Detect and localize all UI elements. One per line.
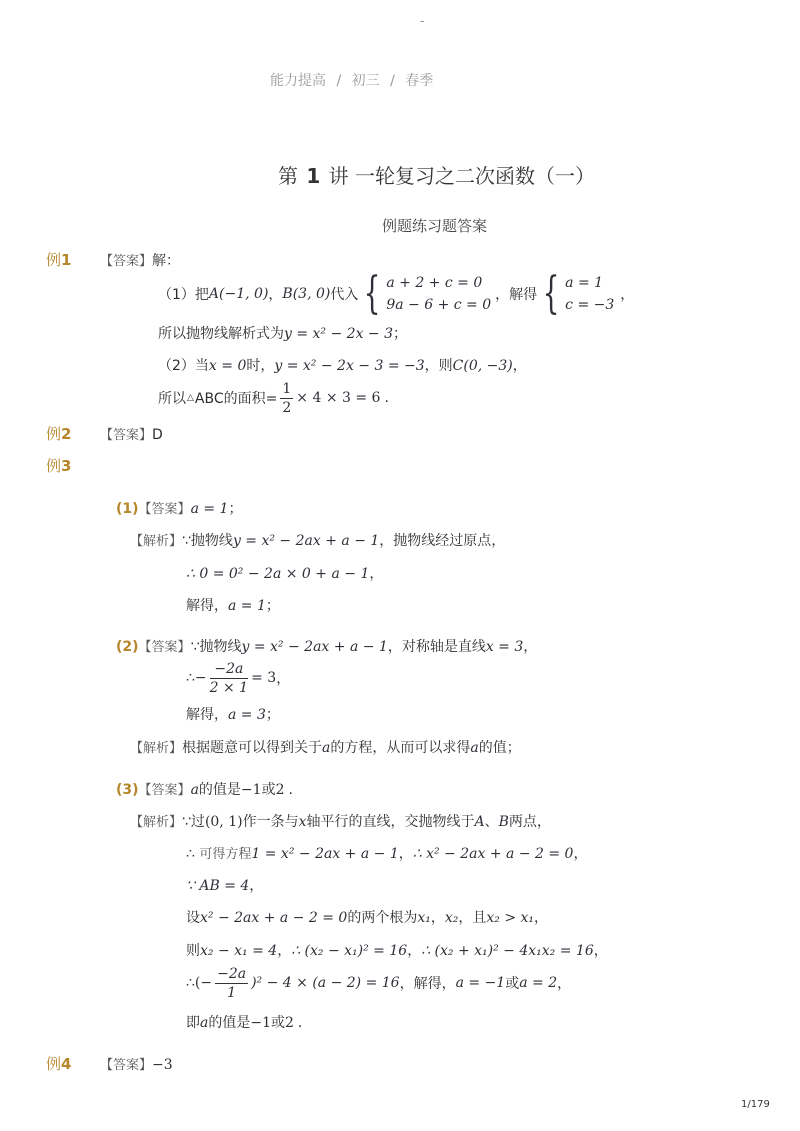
text: ABC的面积= xyxy=(194,391,278,407)
math: 2 xyxy=(285,1015,294,1031)
text: 解得， xyxy=(186,707,228,723)
math: y = x² − 2x − 3 = −3 xyxy=(274,358,425,374)
ex3-p1-line3 xyxy=(186,595,280,615)
ex1-line1 xyxy=(158,268,634,320)
ex-prefix: 例 xyxy=(46,1055,62,1073)
part-index: (2) xyxy=(116,639,139,655)
text: 时， xyxy=(246,358,275,374)
page-title xyxy=(278,160,595,189)
ex3-p3-line2 xyxy=(186,843,587,863)
ex3-p2-line3 xyxy=(186,704,280,724)
text: ， xyxy=(430,910,445,926)
math: −1 xyxy=(250,1015,271,1031)
math: x² − 2ax + a − 2 = 0 xyxy=(200,910,348,926)
ex3-p1-answer xyxy=(116,498,242,518)
answer-tag: 【答案】 xyxy=(138,502,191,517)
math: −1 xyxy=(240,782,262,798)
math: = 3 xyxy=(251,670,277,686)
part-index: (3) xyxy=(116,782,139,798)
ex-num: 4 xyxy=(61,1055,72,1073)
math: 1 = x² − 2ax + a − 1 xyxy=(251,846,399,862)
text: 所以 xyxy=(158,391,186,407)
math: a xyxy=(470,740,479,756)
ex-prefix: 例 xyxy=(46,457,62,475)
ex-num: 2 xyxy=(61,425,72,443)
ex1-answer-line xyxy=(100,250,180,270)
math: a xyxy=(322,740,331,756)
ex3-p1-analysis xyxy=(130,530,505,550)
math: )² − 4 × (a − 2) = 16 xyxy=(251,975,400,991)
text: . xyxy=(288,782,293,798)
denominator: 2 × 1 xyxy=(209,679,249,696)
ex3-p2-analysis xyxy=(130,737,521,757)
math: B xyxy=(498,814,509,830)
text: ，对称轴是直线 xyxy=(387,639,486,655)
math: (0, 1) xyxy=(204,814,243,830)
ex4-answer-line xyxy=(100,1054,173,1073)
text: ∵抛物线 xyxy=(190,639,242,655)
text: ， xyxy=(523,639,538,655)
math: × 4 × 3 = 6 xyxy=(296,390,381,406)
equation-system xyxy=(386,272,491,316)
example-label xyxy=(46,249,71,270)
math: ∵ AB = 4 xyxy=(186,878,250,894)
ex3-p3-answer xyxy=(116,779,293,799)
answer-tag: 【答案】 xyxy=(100,254,153,269)
fraction xyxy=(215,965,248,1002)
analysis-tag: 【解析】 xyxy=(130,815,183,830)
text: 即 xyxy=(186,1015,200,1031)
ex-num: 1 xyxy=(61,251,72,269)
math: a = 3 xyxy=(228,707,266,723)
brace-icon: { xyxy=(542,268,560,319)
math: a = −1 xyxy=(455,975,506,991)
text: 或 xyxy=(271,1015,285,1031)
text: ，解得， xyxy=(399,976,456,992)
math: A xyxy=(474,814,485,830)
ex-prefix: 例 xyxy=(46,251,62,269)
text: ， xyxy=(249,878,264,894)
text: 可得方程 xyxy=(199,847,252,862)
numerator: 1 xyxy=(282,380,292,397)
ex4-answer: −3 xyxy=(152,1057,173,1073)
ex-num: 3 xyxy=(61,457,72,475)
text: 两点， xyxy=(508,814,551,830)
header-dash: - xyxy=(420,14,425,28)
breadcrumb-item: 春季 xyxy=(405,73,434,89)
math: x = 3 xyxy=(485,639,524,655)
math: x₂ > x₁ xyxy=(486,910,535,926)
ex3-p3-line7 xyxy=(186,1012,302,1032)
math: ∴− xyxy=(186,670,207,686)
ex3-p1-line2 xyxy=(186,563,383,583)
text: ， xyxy=(512,358,527,374)
breadcrumb-sep: / xyxy=(390,73,395,89)
text: 所以抛物线解析式为 xyxy=(158,326,284,342)
fraction xyxy=(280,380,293,417)
text: ， xyxy=(557,976,572,992)
denominator: 2 xyxy=(282,399,292,416)
text: ，解得 xyxy=(495,287,538,303)
text: 的两个根为 xyxy=(347,910,418,926)
text: ； xyxy=(393,326,408,342)
math: x₂ − x₁ = 4 xyxy=(200,943,278,959)
text: ，则 xyxy=(424,358,453,374)
answer-tag: 【答案】 xyxy=(100,1058,153,1073)
text: 代入 xyxy=(330,287,359,303)
breadcrumb-item: 初三 xyxy=(351,73,380,89)
text: ， xyxy=(277,943,292,959)
text: 则 xyxy=(186,943,200,959)
text: 的值是 xyxy=(208,1015,251,1031)
math: a = 2 xyxy=(519,975,558,991)
math: ∴(− xyxy=(186,975,213,991)
text: ； xyxy=(228,501,243,517)
math: B(3, 0) xyxy=(282,286,331,302)
text: 、 xyxy=(484,814,499,830)
equation-system xyxy=(565,272,614,316)
title-post: 讲 一轮复习之二次函数（一） xyxy=(328,164,595,188)
breadcrumb-sep: / xyxy=(336,73,342,89)
answer-tag: 【答案】 xyxy=(138,640,191,655)
text: （2）当 xyxy=(158,358,209,374)
math: a xyxy=(190,782,199,798)
math: y = x² − 2ax + a − 1 xyxy=(241,639,388,655)
ex1-line2 xyxy=(158,323,407,343)
ex1-line3 xyxy=(158,355,527,375)
analysis-tag: 【解析】 xyxy=(130,741,183,756)
text: ，抛物线经过原点， xyxy=(379,533,506,549)
text: 或 xyxy=(505,976,520,992)
math: a = 1 xyxy=(190,501,229,517)
equation: a = 1 xyxy=(565,275,604,291)
text: （1）把 xyxy=(158,287,209,303)
ex1-line4 xyxy=(158,378,389,418)
text: 或 xyxy=(261,782,276,798)
text: 的方程，从而可以求得 xyxy=(330,740,471,756)
denominator: 1 xyxy=(227,984,237,1001)
breadcrumb xyxy=(270,70,433,90)
page-number: 1/179 xyxy=(741,1099,770,1110)
math: ∴ 0 = 0² − 2a × 0 + a − 1 xyxy=(186,566,370,582)
text: ； xyxy=(265,598,280,614)
text: ， xyxy=(276,671,291,687)
text: 轴平行的直线，交抛物线于 xyxy=(306,814,475,830)
ex3-p3-line4 xyxy=(186,907,548,927)
part-index: (1) xyxy=(116,501,139,517)
text: 作一条与 xyxy=(242,814,299,830)
answer-tag: 【答案】 xyxy=(138,783,191,798)
brace-icon: { xyxy=(363,268,381,319)
text: 根据题意可以得到关于 xyxy=(182,740,323,756)
math: A(−1, 0) xyxy=(208,286,269,302)
text: ， xyxy=(593,943,608,959)
analysis-tag: 【解析】 xyxy=(130,534,183,549)
math: a xyxy=(200,1015,209,1031)
triangle-icon: △ xyxy=(187,393,194,403)
equation: c = −3 xyxy=(565,297,615,313)
ex3-p3-line5 xyxy=(186,940,608,960)
math: 2 xyxy=(275,782,285,798)
example-label xyxy=(46,1053,71,1074)
ex3-p2-answer xyxy=(116,636,537,656)
example-label xyxy=(46,455,71,476)
title-pre: 第 xyxy=(278,164,298,188)
text: 设 xyxy=(186,910,200,926)
math: y = x² − 2ax + a − 1 xyxy=(232,533,380,549)
text: 的值； xyxy=(478,740,521,756)
ex3-p3-line6 xyxy=(186,962,571,1004)
text: ， xyxy=(573,846,588,862)
title-num: 1 xyxy=(306,164,321,188)
equation: a + 2 + c = 0 xyxy=(386,275,483,291)
equation: 9a − 6 + c = 0 xyxy=(386,297,492,313)
text: ， xyxy=(369,566,384,582)
example-label xyxy=(46,423,71,444)
text: 解得， xyxy=(186,598,228,614)
ex1-head: 解： xyxy=(152,253,181,269)
numerator: −2a xyxy=(210,660,248,679)
text: ∵抛物线 xyxy=(182,533,233,549)
text: . xyxy=(297,1015,303,1031)
text: 的值是 xyxy=(198,782,241,798)
ex3-p3-line3 xyxy=(186,875,263,895)
text: ， xyxy=(398,846,413,862)
math: x₁ xyxy=(417,910,431,926)
ex-prefix: 例 xyxy=(46,425,62,443)
breadcrumb-item: 能力提高 xyxy=(270,73,326,89)
text: ； xyxy=(265,707,280,723)
math: ∴ x² − 2ax + a − 2 = 0 xyxy=(412,846,574,862)
numerator: −2a xyxy=(217,965,247,982)
text: ， xyxy=(268,287,283,303)
math: ∴ xyxy=(186,846,195,862)
ex2-answer-line xyxy=(100,424,163,443)
page-subtitle: 例题练习题答案 xyxy=(382,217,488,235)
fraction xyxy=(210,660,248,697)
math: y = x² − 2x − 3 xyxy=(284,326,394,342)
math: ∴ (x₂ + x₁)² − 4x₁x₂ = 16 xyxy=(421,943,594,959)
text: ∵过 xyxy=(182,814,205,830)
text: ， xyxy=(407,943,422,959)
ex2-answer: D xyxy=(152,427,163,443)
math: x₂ xyxy=(444,910,459,926)
text: ， xyxy=(534,910,549,926)
text: . xyxy=(384,390,389,406)
text: ， xyxy=(620,287,635,303)
answer-tag: 【答案】 xyxy=(100,428,153,443)
math: C(0, −3) xyxy=(452,358,513,374)
math: ∴ (x₂ − x₁)² = 16 xyxy=(291,943,408,959)
math: x = 0 xyxy=(208,358,247,374)
text: ，且 xyxy=(458,910,487,926)
ex3-p2-line2 xyxy=(186,658,290,698)
math: a = 1 xyxy=(228,598,266,614)
math: x xyxy=(298,814,307,830)
ex3-p3-analysis xyxy=(130,811,551,831)
